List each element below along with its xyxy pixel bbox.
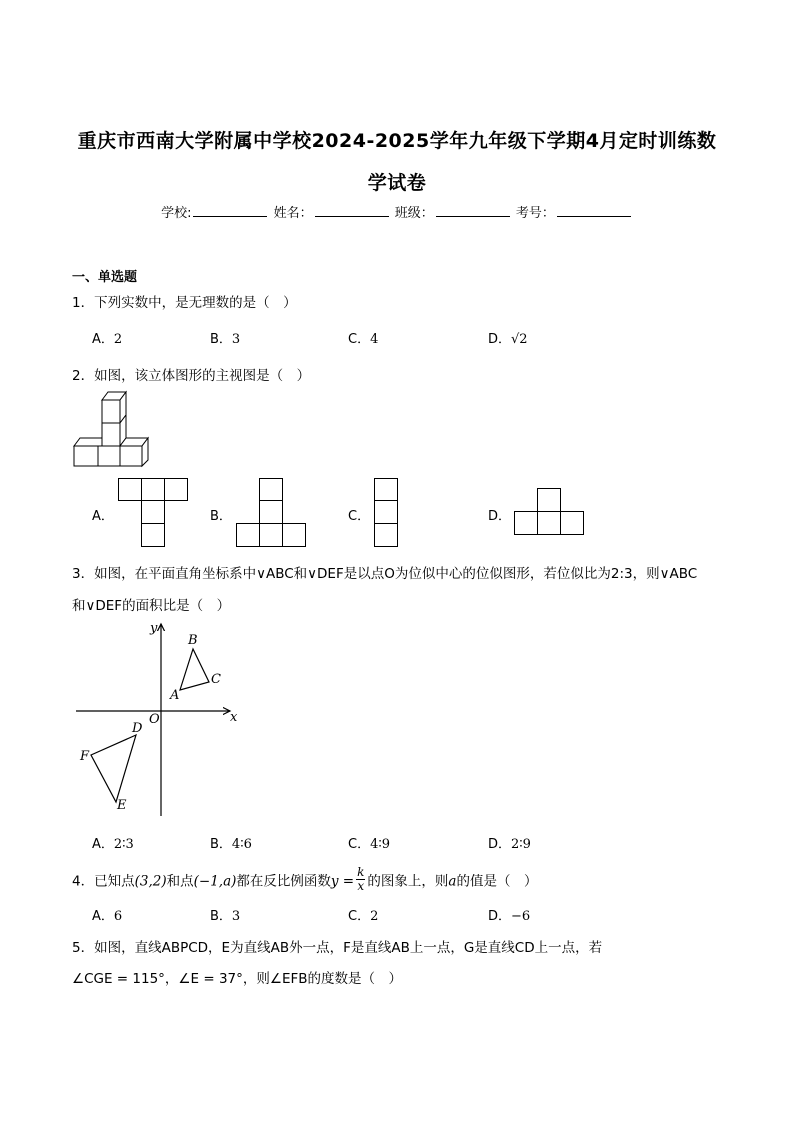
point-f-label: F — [80, 749, 90, 764]
name-blank[interactable] — [315, 204, 389, 217]
point-b-label: B — [188, 633, 198, 648]
class-blank[interactable] — [436, 204, 510, 217]
point-a-label: A — [170, 688, 180, 703]
point-c-label: C — [211, 672, 221, 687]
q2-option-c-figure[interactable] — [374, 478, 400, 548]
y-axis-label: y — [150, 621, 158, 636]
question-4-stem: 4．已知点(3,2)和点(−1,a)都在反比例函数y = $\frac{k}{x}$ 的图象上，则a的值是（ ） — [72, 865, 538, 893]
page-title-line2: 学试卷 — [367, 172, 427, 194]
q2-option-a-label[interactable]: A． — [92, 509, 114, 524]
question-3-stem-line2: 和∨DEF的面积比是（ ） — [72, 598, 231, 614]
question-2-stem: 2．如图，该立体图形的主视图是（ ） — [72, 368, 311, 384]
origin-label: O — [149, 712, 160, 727]
triangle-abc — [180, 649, 209, 690]
q3-coordinate-figure — [72, 620, 242, 820]
x-axis-label: x — [230, 710, 238, 725]
school-label: 学校: — [161, 206, 192, 221]
q2-option-d-figure[interactable] — [514, 488, 586, 536]
question-5-stem-line2: ∠CGE = 115°，∠E = 37°，则∠EFB的度数是（ ） — [72, 971, 403, 987]
section-title: 一、单选题 — [72, 270, 138, 285]
point-e-label: E — [117, 798, 127, 813]
exam-number-blank[interactable] — [557, 204, 631, 217]
q4-option-a[interactable]: A．6 — [92, 909, 123, 924]
q2-option-b-label[interactable]: B． — [210, 509, 232, 524]
question-3-stem-line1: 3．如图，在平面直角坐标系中∨ABC和∨DEF是以点O为位似中心的位似图形，若位似比为2:3，则∨ABC — [72, 566, 698, 582]
name-label: 姓名： — [273, 206, 313, 221]
q2-option-a-figure[interactable] — [118, 478, 190, 548]
school-blank[interactable] — [193, 204, 267, 217]
q4-option-c[interactable]: C．2 — [348, 909, 379, 924]
q3-option-c[interactable]: C．4∶9 — [348, 837, 391, 852]
q2-option-b-figure[interactable] — [236, 478, 308, 548]
question-5-stem-line1: 5．如图，直线ABPCD，E为直线AB外一点，F是直线AB上一点，G是直线CD上一点，若 — [72, 940, 603, 956]
point-d-label: D — [132, 721, 143, 736]
q3-option-d[interactable]: D．2∶9 — [488, 837, 531, 852]
q1-option-d[interactable]: D．√2 — [488, 332, 528, 347]
q3-option-b[interactable]: B．4∶6 — [210, 837, 252, 852]
q2-option-d-label[interactable]: D． — [488, 509, 512, 524]
q3-option-a[interactable]: A．2∶3 — [92, 837, 134, 852]
q1-option-a[interactable]: A．2 — [92, 332, 123, 347]
q4-option-b[interactable]: B．3 — [210, 909, 241, 924]
page-title-line1: 重庆市西南大学附属中学校2024-2025学年九年级下学期4月定时训练数 — [77, 130, 717, 152]
question-1-stem: 1．下列实数中，是无理数的是（ ） — [72, 295, 297, 311]
q1-option-c[interactable]: C．4 — [348, 332, 379, 347]
q2-option-c-label[interactable]: C． — [348, 509, 371, 524]
q4-option-d[interactable]: D．−6 — [488, 909, 531, 924]
class-label: 班级： — [394, 206, 434, 221]
student-info-row — [0, 202, 794, 221]
fraction-k-over-x: $\frac{k}{x}$ — [357, 865, 365, 893]
exam-number-label: 考号： — [515, 206, 555, 221]
q2-solid-figure — [72, 390, 154, 468]
triangle-def — [91, 735, 136, 802]
q1-option-b[interactable]: B．3 — [210, 332, 241, 347]
